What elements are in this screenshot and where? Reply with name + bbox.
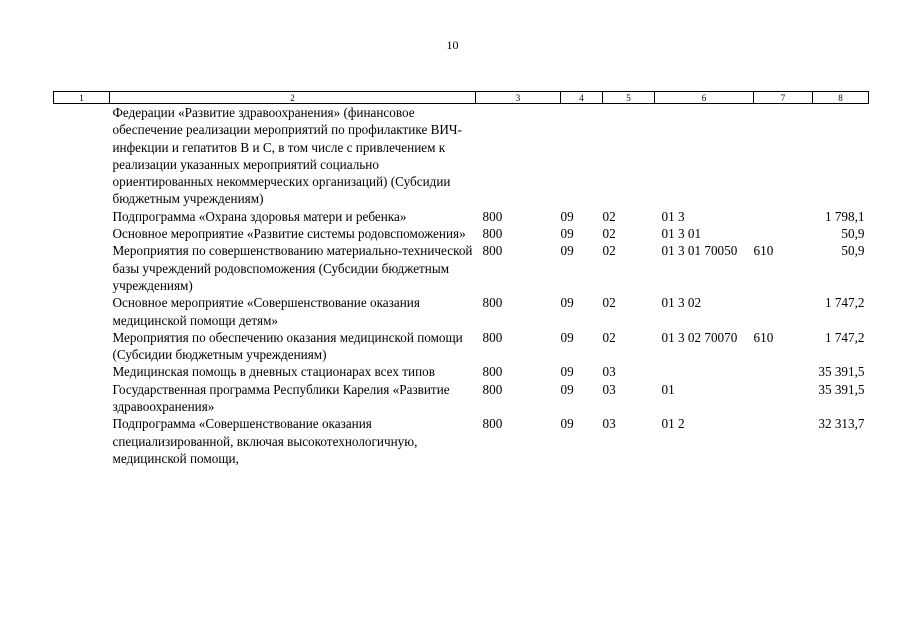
row-expense (754, 415, 813, 467)
row-expense (754, 381, 813, 416)
table-row (54, 415, 869, 467)
table-row (54, 242, 869, 294)
row-amount: 35 391,5 (818, 364, 865, 380)
row-expense (754, 363, 813, 380)
page-number: 10 (446, 38, 459, 52)
row-subsection (603, 104, 655, 208)
table-row (54, 294, 869, 329)
header-cell-3: 3 (476, 92, 561, 104)
row-target: 01 3 (661, 208, 685, 224)
row-amount: 50,9 (841, 226, 865, 242)
row-amount: 50,9 (841, 243, 865, 259)
row-subsection: 03 (602, 416, 616, 432)
row-target: 01 3 01 (661, 226, 702, 242)
row-subsection: 03 (602, 364, 616, 380)
budget-table (53, 91, 869, 467)
row-expense: 610 (753, 243, 774, 259)
header-cell-6: 6 (655, 92, 754, 104)
row-name: Мероприятия по совершенствованию материально-технической базы учреждений родовспоможения (Субсидии бюджетным учреждениям) (112, 243, 473, 293)
row-expense (754, 104, 813, 208)
row-ministry: 800 (482, 416, 503, 432)
row-name: Основное мероприятие «Развитие системы родовспоможения» (112, 226, 466, 242)
row-name: Медицинская помощь в дневных стационарах всех типов (112, 364, 435, 380)
table-row (54, 363, 869, 380)
table-row (54, 208, 869, 225)
row-expense (754, 208, 813, 225)
row-section: 09 (560, 208, 574, 224)
header-cell-2: 2 (110, 92, 476, 104)
table-row (54, 104, 869, 208)
row-section: 09 (560, 381, 574, 397)
row-amount: 1 747,2 (824, 295, 865, 311)
row-section (561, 104, 603, 208)
row-name: Федерации «Развитие здравоохранения» (финансовое обеспечение реализации мероприятий по профилактике ВИЧ-инфекции и гепатитов В и С, в том числе с привлечением к реализации указанных мероприятий социально ориентированных некоммерческих организаций) (Субсидии бюджетным учреждениям) (112, 105, 462, 207)
row-section: 09 (560, 416, 574, 432)
header-row (54, 92, 869, 104)
header-cell-4: 4 (561, 92, 603, 104)
row-subsection: 02 (602, 208, 616, 224)
header-cell-8: 8 (813, 92, 869, 104)
row-ministry: 800 (482, 329, 503, 345)
header-cell-1: 1 (54, 92, 110, 104)
row-ministry: 800 (482, 208, 503, 224)
row-ministry: 800 (482, 243, 503, 259)
row-ministry: 800 (482, 381, 503, 397)
row-ministry: 800 (482, 364, 503, 380)
row-name: Подпрограмма «Совершенствование оказания специализированной, включая высокотехнологичную, медицинской помощи, (112, 416, 418, 466)
row-amount: 1 747,2 (824, 329, 865, 345)
row-expense: 610 (753, 329, 774, 345)
row-expense (754, 294, 813, 329)
row-ministry (476, 104, 561, 208)
row-amount: 1 798,1 (824, 208, 865, 224)
row-amount: 32 313,7 (818, 416, 865, 432)
row-target: 01 3 01 70050 (661, 243, 738, 259)
row-target: 01 3 02 70070 (661, 329, 738, 345)
row-target (655, 104, 754, 208)
header-cell-5: 5 (603, 92, 655, 104)
row-subsection: 03 (602, 381, 616, 397)
row-target: 01 3 02 (661, 295, 702, 311)
row-subsection: 02 (602, 243, 616, 259)
row-amount (813, 104, 869, 208)
row-subsection: 02 (602, 226, 616, 242)
row-section: 09 (560, 295, 574, 311)
row-target: 01 (661, 381, 675, 397)
row-target (655, 363, 754, 380)
header-cell-7: 7 (754, 92, 813, 104)
row-section: 09 (560, 226, 574, 242)
row-section: 09 (560, 329, 574, 345)
row-target: 01 2 (661, 416, 685, 432)
row-name: Государственная программа Республики Карелия «Развитие здравоохранения» (112, 381, 450, 415)
row-amount: 35 391,5 (818, 381, 865, 397)
row-section: 09 (560, 364, 574, 380)
table-row (54, 225, 869, 242)
row-subsection: 02 (602, 295, 616, 311)
row-subsection: 02 (602, 329, 616, 345)
row-expense (754, 225, 813, 242)
table-row (54, 381, 869, 416)
row-name: Основное мероприятие «Совершенствование оказания медицинской помощи детям» (112, 295, 420, 328)
row-ministry: 800 (482, 226, 503, 242)
row-section: 09 (560, 243, 574, 259)
row-name: Мероприятия по обеспечению оказания медицинской помощи (Субсидии бюджетным учреждениям) (112, 329, 463, 363)
table-row (54, 329, 869, 364)
row-name: Подпрограмма «Охрана здоровья матери и ребенка» (112, 208, 407, 224)
row-ministry: 800 (482, 295, 503, 311)
